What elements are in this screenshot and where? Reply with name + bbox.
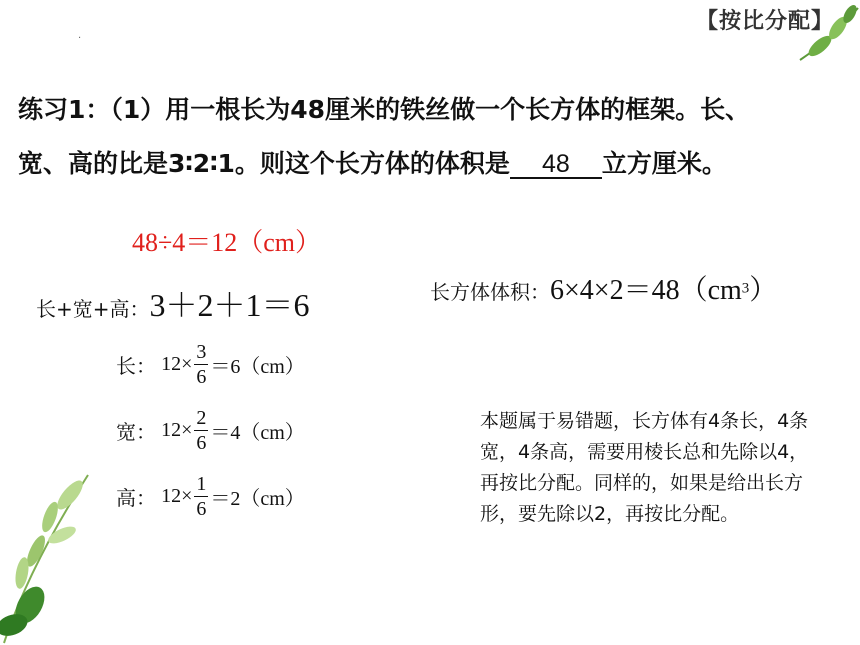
row-result: ＝6（cm） <box>210 356 305 378</box>
row-label: 高： <box>116 486 156 510</box>
ratio-sum-expression: 3＋2＋1＝6 <box>149 287 310 323</box>
fraction-denominator: 6 <box>196 366 207 388</box>
volume-label: 长方体体积： <box>430 280 550 304</box>
ratio-sum-label: 长+宽+高： <box>36 297 150 321</box>
decorative-dot: . <box>78 30 82 41</box>
volume-calc <box>430 268 777 308</box>
section-tag: 【按比分配】 <box>695 9 834 34</box>
row-label: 宽： <box>116 420 156 444</box>
ratio-sum <box>36 280 310 326</box>
volume-exponent: 3 <box>741 280 750 297</box>
answer-blank: 48 <box>510 151 602 179</box>
row-label: 长： <box>116 354 156 378</box>
fraction <box>194 340 208 389</box>
question-line-1: 练习1：（1）用一根长为48厘米的铁丝做一个长方体的框架。长、 <box>18 95 751 124</box>
volume-close: ） <box>749 275 778 306</box>
fraction-denominator: 6 <box>196 432 207 454</box>
fraction <box>194 406 208 455</box>
question-line-2 <box>18 144 727 180</box>
leaf-decoration-top-right <box>790 0 860 70</box>
question-text: 宽、高的比是3∶2∶1。则这个长方体的体积是 <box>18 149 510 178</box>
fraction-numerator: 2 <box>196 407 207 429</box>
row-prefix: 12× <box>161 353 193 375</box>
leaf-decoration-bottom-left <box>0 455 95 645</box>
fraction <box>194 472 208 521</box>
row-prefix: 12× <box>161 485 193 507</box>
row-width <box>116 406 305 455</box>
fraction-denominator: 6 <box>196 498 207 520</box>
row-prefix: 12× <box>161 419 193 441</box>
fraction-numerator: 3 <box>196 341 207 363</box>
question-unit: 立方厘米。 <box>601 149 727 178</box>
row-length <box>116 340 305 389</box>
step-divide: 48÷4＝12（cm） <box>132 228 322 257</box>
row-result: ＝2（cm） <box>210 488 305 510</box>
fraction-numerator: 1 <box>196 473 207 495</box>
volume-expression: 6×4×2＝48（cm <box>550 275 742 306</box>
explanation-note: 本题属于易错题，长方体有4条长，4条宽，4条高，需要用棱长总和先除以4，再按比分配。同样的，如果是给出长方形，要先除以2，再按比分配。 <box>480 410 809 525</box>
row-height <box>116 472 305 521</box>
row-result: ＝4（cm） <box>210 422 305 444</box>
